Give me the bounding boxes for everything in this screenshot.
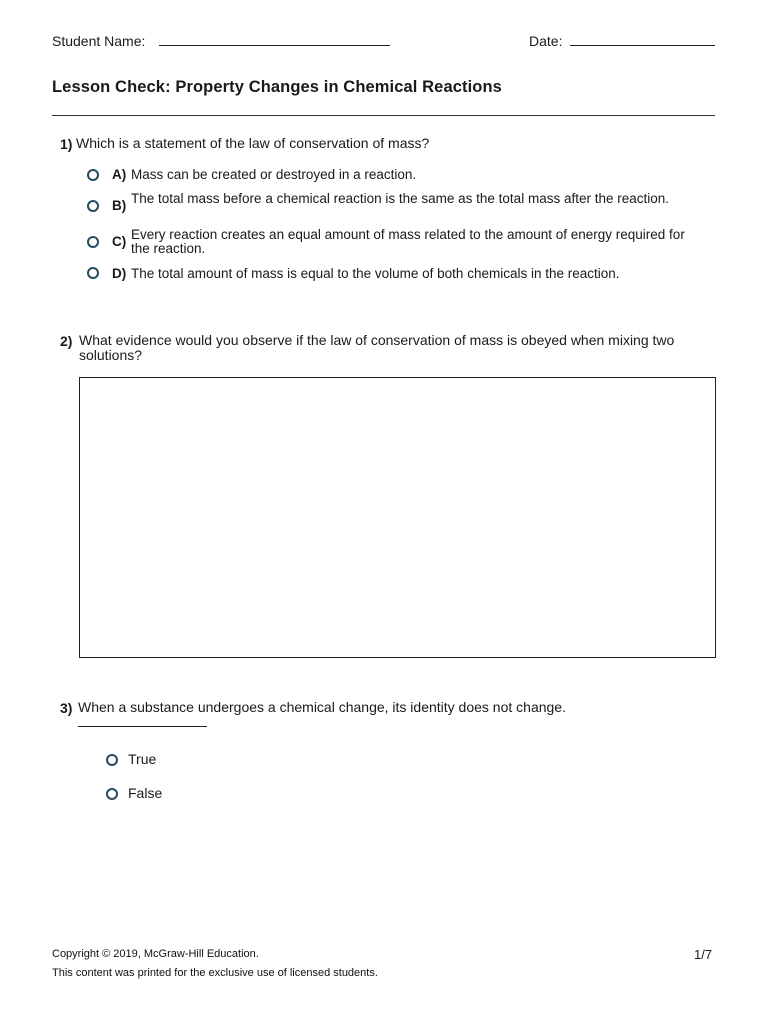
q1-option-d-radio[interactable]	[87, 267, 99, 279]
page-number: 1/7	[694, 947, 713, 962]
question-2-text: What evidence would you observe if the law of conservation of mass is obeyed when mixing two solutions?	[79, 332, 675, 363]
q1-option-d-letter: D)	[112, 266, 127, 281]
student-name-field[interactable]	[159, 45, 390, 46]
question-3-text: When a substance undergoes a chemical change, its identity does not change.	[78, 699, 566, 715]
q1-option-b-letter: B)	[112, 198, 127, 213]
q1-option-a-radio[interactable]	[87, 169, 99, 181]
date-label: Date:	[529, 33, 563, 49]
q1-option-c-radio[interactable]	[87, 236, 99, 248]
question-1-text: Which is a statement of the law of conservation of mass?	[76, 135, 430, 151]
page-title: Lesson Check: Property Changes in Chemical Reactions	[52, 78, 502, 96]
q3-false-radio[interactable]	[106, 788, 118, 800]
question-2-answer-box[interactable]	[79, 377, 716, 658]
q1-option-a-text: Mass can be created or destroyed in a reaction.	[131, 167, 417, 182]
q3-false-label: False	[128, 785, 163, 801]
q1-option-c-letter: C)	[112, 234, 127, 249]
q1-option-d-text: The total amount of mass is equal to the volume of both chemicals in the reaction.	[131, 266, 620, 281]
question-1-number: 1)	[60, 136, 73, 152]
question-3-answer-line[interactable]	[78, 726, 207, 727]
question-2-number: 2)	[60, 333, 73, 349]
copyright-text: Copyright © 2019, McGraw-Hill Education.	[52, 948, 259, 960]
q1-option-a-letter: A)	[112, 167, 127, 182]
q1-option-b-text: The total mass before a chemical reaction is the same as the total mass after the reaction.	[131, 191, 670, 206]
title-divider	[52, 115, 715, 116]
license-notice: This content was printed for the exclusive use of licensed students.	[52, 967, 378, 979]
question-3-number: 3)	[60, 700, 73, 716]
q1-option-c-text: Every reaction creates an equal amount of mass related to the amount of energy required for the reaction.	[131, 227, 685, 256]
q3-true-radio[interactable]	[106, 754, 118, 766]
student-name-label: Student Name:	[52, 33, 146, 49]
date-field[interactable]	[570, 45, 715, 46]
q3-true-label: True	[128, 751, 157, 767]
q1-option-b-radio[interactable]	[87, 200, 99, 212]
